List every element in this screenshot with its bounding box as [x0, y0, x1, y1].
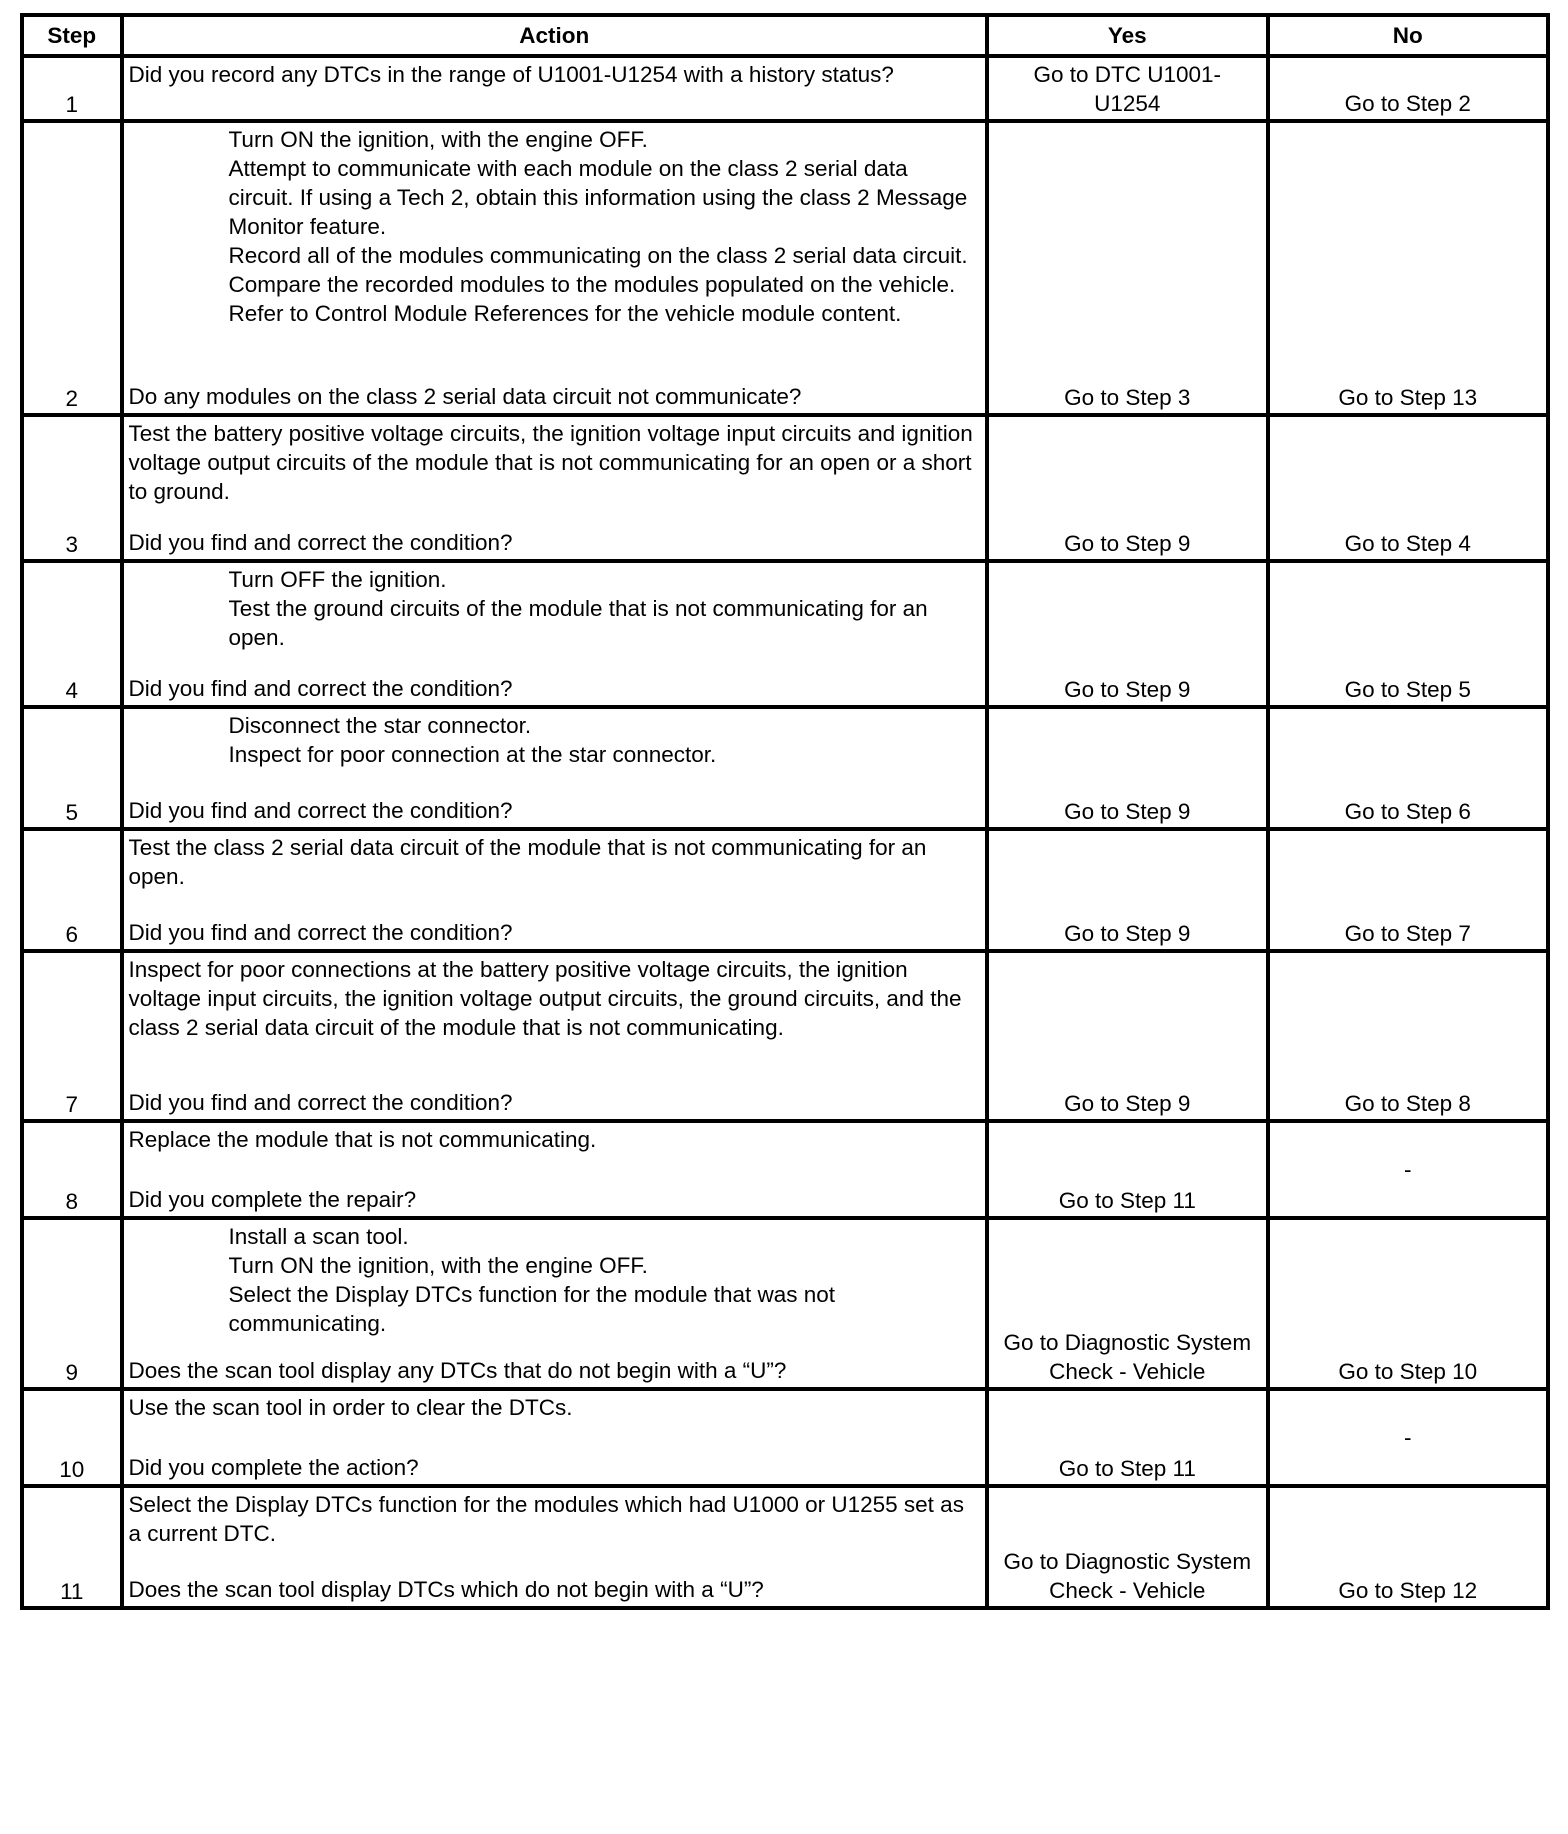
header-no: No: [1268, 15, 1548, 56]
diagnostic-table: [20, 13, 1550, 1610]
table-row: [22, 561, 1548, 707]
no-cell: -: [1268, 1121, 1548, 1218]
no-cell: Go to Step 6: [1268, 707, 1548, 829]
action-cell: [122, 561, 988, 707]
yes-cell: Go to Step 9: [987, 707, 1267, 829]
substep: Compare the recorded modules to the modules populated on the vehicle. Refer to Control Module References for the vehicle module content.: [228, 272, 956, 326]
yes-cell: Go to Step 3: [987, 121, 1267, 415]
table-row: [22, 951, 1548, 1121]
action-text: Test the class 2 serial data circuit of the module that is not communicating for an open.: [128, 835, 927, 889]
action-question: Did you complete the repair?: [128, 1187, 417, 1212]
action-cell: [122, 707, 988, 829]
action-text: Test the battery positive voltage circuits, the ignition voltage input circuits and ignition voltage output circuits of the module that is not communicating for an open or a short to ground.: [128, 421, 973, 504]
yes-cell: Go to Step 9: [987, 415, 1267, 561]
no-cell: Go to Step 12: [1268, 1486, 1548, 1608]
action-cell: [122, 121, 988, 415]
yes-cell: Go to Diagnostic System Check - Vehicle: [987, 1486, 1267, 1608]
no-cell: Go to Step 10: [1268, 1218, 1548, 1389]
action-substeps: [129, 565, 982, 652]
substep: Test the ground circuits of the module that is not communicating for an open.: [228, 596, 928, 650]
table-row: [22, 829, 1548, 951]
header-step: Step: [22, 15, 122, 56]
action-cell: [122, 1486, 988, 1608]
header-row: [22, 15, 1548, 56]
action-cell: [122, 829, 988, 951]
action-question: Did you complete the action?: [128, 1455, 419, 1480]
step-number: 1: [22, 56, 122, 121]
step-number: 7: [22, 951, 122, 1121]
action-question: Does the scan tool display any DTCs that do not begin with a “U”?: [128, 1358, 787, 1383]
step-number: 11: [22, 1486, 122, 1608]
table-row: [22, 1218, 1548, 1389]
substep: Disconnect the star connector.: [228, 713, 532, 738]
action-cell: [122, 1121, 988, 1218]
substep: Install a scan tool.: [228, 1224, 409, 1249]
substep: Record all of the modules communicating on the class 2 serial data circuit.: [228, 243, 968, 268]
substep: Turn OFF the ignition.: [228, 567, 447, 592]
step-number: 8: [22, 1121, 122, 1218]
step-number: 9: [22, 1218, 122, 1389]
table-row: [22, 1121, 1548, 1218]
action-text: Did you record any DTCs in the range of U1001-U1254 with a history status?: [128, 62, 894, 87]
substep: Attempt to communicate with each module on the class 2 serial data circuit. If using a Tech 2, obtain this information using the class 2 Message Monitor feature.: [228, 156, 968, 239]
action-cell: [122, 415, 988, 561]
action-question: Did you find and correct the condition?: [128, 1090, 513, 1115]
step-number: 5: [22, 707, 122, 829]
action-cell: [122, 56, 988, 121]
step-number: 3: [22, 415, 122, 561]
table-row: [22, 121, 1548, 415]
yes-cell: Go to Step 9: [987, 829, 1267, 951]
no-cell: Go to Step 13: [1268, 121, 1548, 415]
yes-cell: Go to Step 9: [987, 951, 1267, 1121]
yes-cell: Go to Step 11: [987, 1389, 1267, 1486]
no-cell: Go to Step 8: [1268, 951, 1548, 1121]
yes-cell: Go to Diagnostic System Check - Vehicle: [987, 1218, 1267, 1389]
step-number: 2: [22, 121, 122, 415]
no-cell: Go to Step 2: [1268, 56, 1548, 121]
action-substeps: [129, 125, 982, 328]
step-number: 6: [22, 829, 122, 951]
action-question: Did you find and correct the condition?: [128, 920, 513, 945]
action-substeps: [129, 711, 982, 769]
yes-cell: Go to Step 9: [987, 561, 1267, 707]
step-number: 4: [22, 561, 122, 707]
step-number: 10: [22, 1389, 122, 1486]
action-text: Replace the module that is not communicating.: [128, 1127, 597, 1152]
substep: Turn ON the ignition, with the engine OFF.: [228, 127, 648, 152]
action-cell: [122, 951, 988, 1121]
action-cell: [122, 1389, 988, 1486]
header-action: Action: [122, 15, 988, 56]
action-question: Did you find and correct the condition?: [128, 530, 513, 555]
action-question: Does the scan tool display DTCs which do not begin with a “U”?: [128, 1577, 764, 1602]
action-substeps: [129, 1222, 982, 1338]
action-question: Did you find and correct the condition?: [128, 798, 513, 823]
action-text: Inspect for poor connections at the battery positive voltage circuits, the ignition voltage input circuits, the ignition voltage output circuits, the ground circuits, and the class 2 serial data circuit of the module that is not communicating.: [128, 957, 962, 1040]
action-text: Select the Display DTCs function for the modules which had U1000 or U1255 set as a current DTC.: [128, 1492, 964, 1546]
action-question: Did you find and correct the condition?: [128, 676, 513, 701]
no-cell: Go to Step 4: [1268, 415, 1548, 561]
table-row: [22, 1389, 1548, 1486]
table-row: [22, 1486, 1548, 1608]
no-cell: -: [1268, 1389, 1548, 1486]
action-text: Use the scan tool in order to clear the DTCs.: [128, 1395, 573, 1420]
no-cell: Go to Step 7: [1268, 829, 1548, 951]
no-cell: Go to Step 5: [1268, 561, 1548, 707]
substep: Select the Display DTCs function for the module that was not communicating.: [228, 1282, 836, 1336]
action-cell: [122, 1218, 988, 1389]
yes-cell: Go to Step 11: [987, 1121, 1267, 1218]
substep: Turn ON the ignition, with the engine OFF.: [228, 1253, 648, 1278]
action-question: Do any modules on the class 2 serial data circuit not communicate?: [128, 384, 802, 409]
header-yes: Yes: [987, 15, 1267, 56]
table-row: [22, 707, 1548, 829]
yes-cell: Go to DTC U1001-U1254: [987, 56, 1267, 121]
table-row: [22, 415, 1548, 561]
table-row: [22, 56, 1548, 121]
substep: Inspect for poor connection at the star connector.: [228, 742, 717, 767]
